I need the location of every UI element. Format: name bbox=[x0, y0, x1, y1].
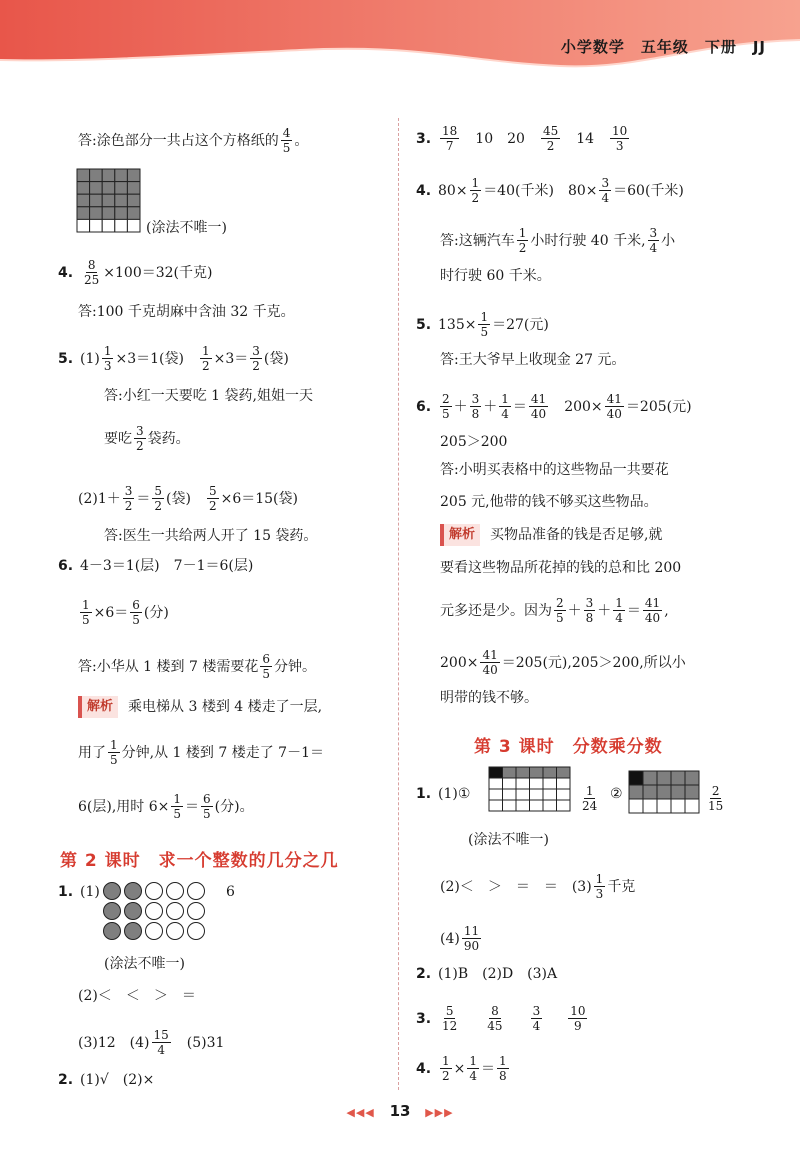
question-6: 6. 4－3＝1(层) 7－1＝6(层) bbox=[58, 558, 254, 574]
grid-cell bbox=[102, 194, 115, 207]
grid-cell bbox=[543, 767, 557, 778]
grid-cell bbox=[489, 767, 503, 778]
grid-cell bbox=[629, 799, 643, 813]
s2-question-1-2: (2)＜ ＜ ＞ ＝ bbox=[78, 988, 196, 1004]
question-4: 4. $\frac{8}{25}$ ×100＝32(千克) bbox=[58, 258, 213, 287]
grid-cell bbox=[530, 778, 544, 789]
grid-cell bbox=[90, 194, 103, 207]
grid-cell bbox=[127, 169, 140, 182]
grid-cell bbox=[530, 789, 544, 800]
grid-cell bbox=[77, 182, 90, 195]
section-title-lesson-3: 第 3 课时 分数乘分数 bbox=[474, 737, 663, 757]
analysis-line5: 明带的钱不够。 bbox=[440, 690, 538, 706]
s3-fraction-2: $\frac{2}{15}$ bbox=[708, 784, 724, 813]
grid-cell bbox=[685, 771, 699, 785]
answer-6b: 205 元,他带的钱不够买这些物品。 bbox=[440, 494, 658, 510]
grid-cell bbox=[489, 789, 503, 800]
grid-cell bbox=[503, 789, 517, 800]
analysis-line2: 用了 $\frac{1}{5}$ 分钟,从 1 楼到 7 楼走了 7－1＝ bbox=[78, 738, 324, 767]
fraction: $\frac{8}{25}$ bbox=[84, 258, 100, 287]
circle-item bbox=[146, 883, 163, 900]
grid-cell bbox=[102, 207, 115, 220]
prev-arrows-icon: ◀◀◀ bbox=[346, 1106, 375, 1119]
circle-count: 6 bbox=[226, 884, 235, 900]
grid-cell bbox=[102, 182, 115, 195]
s2-question-1: 1. (1) bbox=[58, 884, 100, 900]
note: (涂法不唯一) bbox=[468, 832, 549, 848]
answer-line: 答:涂色部分一共占这个方格纸的 $\frac{4}{5}$ 。 bbox=[78, 126, 309, 155]
grid-cell bbox=[557, 778, 571, 789]
grid-cell bbox=[557, 767, 571, 778]
grid-cell bbox=[516, 778, 530, 789]
answer-6: 答:小华从 1 楼到 7 楼需要花 $\frac{6}{5}$ 分钟。 bbox=[78, 652, 316, 681]
analysis-block: 解析 买物品准备的钱是否足够,就 bbox=[440, 524, 662, 546]
answer-5c: 答:医生一共给两人开了 15 袋药。 bbox=[104, 528, 318, 544]
question-5: 5. (1) $\frac{1}{3}$ ×3＝1(袋) $\frac{1}{2}$ ×3＝ $\frac{3}{2}$ (袋) bbox=[58, 344, 289, 373]
grid-cell bbox=[102, 219, 115, 232]
grid-cell bbox=[543, 778, 557, 789]
question-3: 3. $\frac{18}{7}$ 10 20 $\frac{45}{2}$ 14 $\frac{10}{3}$ bbox=[416, 124, 628, 153]
question-6-line2: 205＞200 bbox=[440, 434, 508, 450]
page-footer bbox=[0, 1102, 800, 1120]
grid-cell bbox=[685, 785, 699, 799]
s2-question-2: 2. (1)√ (2)× bbox=[58, 1072, 155, 1088]
grid-cell bbox=[629, 785, 643, 799]
question-5: 5. 135× $\frac{1}{5}$ ＝27(元) bbox=[416, 310, 549, 339]
answer-5b: 要吃 $\frac{3}{2}$ 袋药。 bbox=[104, 424, 190, 453]
circle-item bbox=[125, 903, 142, 920]
circle-item bbox=[188, 883, 205, 900]
circle-item bbox=[146, 923, 163, 940]
circle-item bbox=[167, 883, 184, 900]
question-6-line2: $\frac{1}{5}$ ×6＝ $\frac{6}{5}$ (分) bbox=[82, 598, 169, 627]
s3-question-1-3: (4) $\frac{11}{90}$ bbox=[440, 924, 480, 953]
circle-item bbox=[125, 923, 142, 940]
book-title: 小学数学 五年级 下册 JJ bbox=[560, 38, 766, 56]
grid-cell bbox=[90, 169, 103, 182]
analysis-tag: 解析 bbox=[440, 524, 480, 546]
grid-cell bbox=[503, 778, 517, 789]
grid-cell bbox=[530, 800, 544, 811]
circle-item bbox=[188, 903, 205, 920]
note: (涂法不唯一) bbox=[104, 956, 185, 972]
grid-cell bbox=[643, 785, 657, 799]
grid-cell bbox=[671, 799, 685, 813]
analysis-tag: 解析 bbox=[78, 696, 118, 718]
answer-6a: 答:小明买表格中的这些物品一共要花 bbox=[440, 462, 669, 478]
grid-cell bbox=[77, 207, 90, 220]
next-arrows-icon: ▶▶▶ bbox=[425, 1106, 454, 1119]
grid-cell bbox=[543, 789, 557, 800]
s3-question-1: 1. (1)① bbox=[416, 786, 471, 802]
grid-cell bbox=[516, 789, 530, 800]
s3-question-1-2: (2)＜ ＞ ＝ ＝ (3) $\frac{1}{3}$ 千克 bbox=[440, 872, 636, 901]
grid-cell bbox=[115, 182, 128, 195]
grid-figure-1 bbox=[488, 766, 572, 812]
grid-cell bbox=[90, 219, 103, 232]
circle-item bbox=[167, 903, 184, 920]
note: (涂法不唯一) bbox=[146, 220, 227, 236]
grid-cell bbox=[489, 778, 503, 789]
answer-5: 答:王大爷早上收现金 27 元。 bbox=[440, 352, 626, 368]
answer-4: 答:这辆汽车 $\frac{1}{2}$ 小时行驶 40 千米, $\frac{3}{4}$ 小 bbox=[440, 226, 676, 255]
grid-cell bbox=[127, 207, 140, 220]
grid-cell bbox=[557, 789, 571, 800]
grid-cell bbox=[657, 771, 671, 785]
question-4: 4. 80× $\frac{1}{2}$ ＝40(千米) 80× $\frac{3}{4}$ ＝60(千米) bbox=[416, 176, 684, 205]
grid-cell bbox=[503, 800, 517, 811]
circle-figure bbox=[102, 880, 212, 944]
s3-question-2: 2. (1)B (2)D (3)A bbox=[416, 966, 558, 982]
grid-cell bbox=[516, 800, 530, 811]
grid-cell bbox=[671, 785, 685, 799]
grid-cell bbox=[489, 800, 503, 811]
grid-figure-2 bbox=[628, 770, 702, 814]
grid-cell bbox=[671, 771, 685, 785]
grid-cell bbox=[127, 194, 140, 207]
s3-question-3: 3. $\frac{5}{12}$ $\frac{8}{45}$ $\frac{3}{4}$ $\frac{10}{9}$ bbox=[416, 1004, 586, 1033]
grid-cell bbox=[115, 219, 128, 232]
grid-cell bbox=[90, 207, 103, 220]
analysis-line2: 要看这些物品所花掉的钱的总和比 200 bbox=[440, 560, 682, 576]
answer-4: 答:100 千克胡麻中含油 32 千克。 bbox=[78, 304, 295, 320]
grid-cell bbox=[115, 207, 128, 220]
grid-cell bbox=[685, 799, 699, 813]
circle-item bbox=[167, 923, 184, 940]
column-divider bbox=[398, 118, 399, 1090]
question-5-2: (2)1＋ $\frac{3}{2}$ ＝ $\frac{5}{2}$ (袋) $\frac{5}{2}$ ×6＝15(袋) bbox=[78, 484, 298, 513]
grid-cell bbox=[643, 799, 657, 813]
grid-cell bbox=[127, 219, 140, 232]
grid-cell bbox=[127, 182, 140, 195]
s3-label-2: ② bbox=[610, 786, 623, 802]
grid-cell bbox=[115, 194, 128, 207]
shaded-grid-figure bbox=[76, 168, 142, 234]
s3-fraction-1: $\frac{1}{24}$ bbox=[582, 784, 598, 813]
page-number: 13 bbox=[389, 1102, 411, 1120]
grid-cell bbox=[657, 785, 671, 799]
answer-4b: 时行驶 60 千米。 bbox=[440, 268, 551, 284]
grid-cell bbox=[90, 182, 103, 195]
circle-item bbox=[104, 903, 121, 920]
circle-item bbox=[125, 883, 142, 900]
grid-cell bbox=[530, 767, 544, 778]
grid-cell bbox=[629, 771, 643, 785]
grid-cell bbox=[503, 767, 517, 778]
s3-question-4: 4. $\frac{1}{2}$ × $\frac{1}{4}$ ＝ $\frac{1}{8}$ bbox=[416, 1054, 507, 1083]
answer-5a: 答:小红一天要吃 1 袋药,姐姐一天 bbox=[104, 388, 313, 404]
grid-cell bbox=[77, 169, 90, 182]
circle-item bbox=[146, 903, 163, 920]
analysis-line3: 元多还是少。因为 $\frac{2}{5}$ ＋ $\frac{3}{8}$ ＋ $\frac{1}{4}$ ＝ $\frac{41}{40}$ , bbox=[440, 596, 669, 625]
grid-cell bbox=[77, 194, 90, 207]
s2-question-1-3: (3)12 (4) $\frac{15}{4}$ (5)31 bbox=[78, 1028, 225, 1057]
grid-cell bbox=[516, 767, 530, 778]
grid-cell bbox=[657, 799, 671, 813]
analysis-block: 解析 乘电梯从 3 楼到 4 楼走了一层, bbox=[78, 696, 322, 718]
fraction: $\frac{4}{5}$ bbox=[282, 126, 291, 155]
grid-cell bbox=[102, 169, 115, 182]
circle-item bbox=[104, 883, 121, 900]
analysis-line4: 200× $\frac{41}{40}$ ＝205(元),205＞200,所以小 bbox=[440, 648, 686, 677]
circle-item bbox=[104, 923, 121, 940]
section-title-lesson-2: 第 2 课时 求一个整数的几分之几 bbox=[60, 851, 339, 871]
grid-cell bbox=[557, 800, 571, 811]
grid-cell bbox=[77, 219, 90, 232]
grid-cell bbox=[543, 800, 557, 811]
analysis-line3: 6(层),用时 6× $\frac{1}{5}$ ＝ $\frac{6}{5}$ (分)。 bbox=[78, 792, 254, 821]
question-6: 6. $\frac{2}{5}$ ＋ $\frac{3}{8}$ ＋ $\frac{1}{4}$ ＝ $\frac{41}{40}$ 200× $\frac{41}{40}$ ＝205(元) bbox=[416, 392, 692, 421]
circle-item bbox=[188, 923, 205, 940]
grid-cell bbox=[643, 771, 657, 785]
grid-cell bbox=[115, 169, 128, 182]
